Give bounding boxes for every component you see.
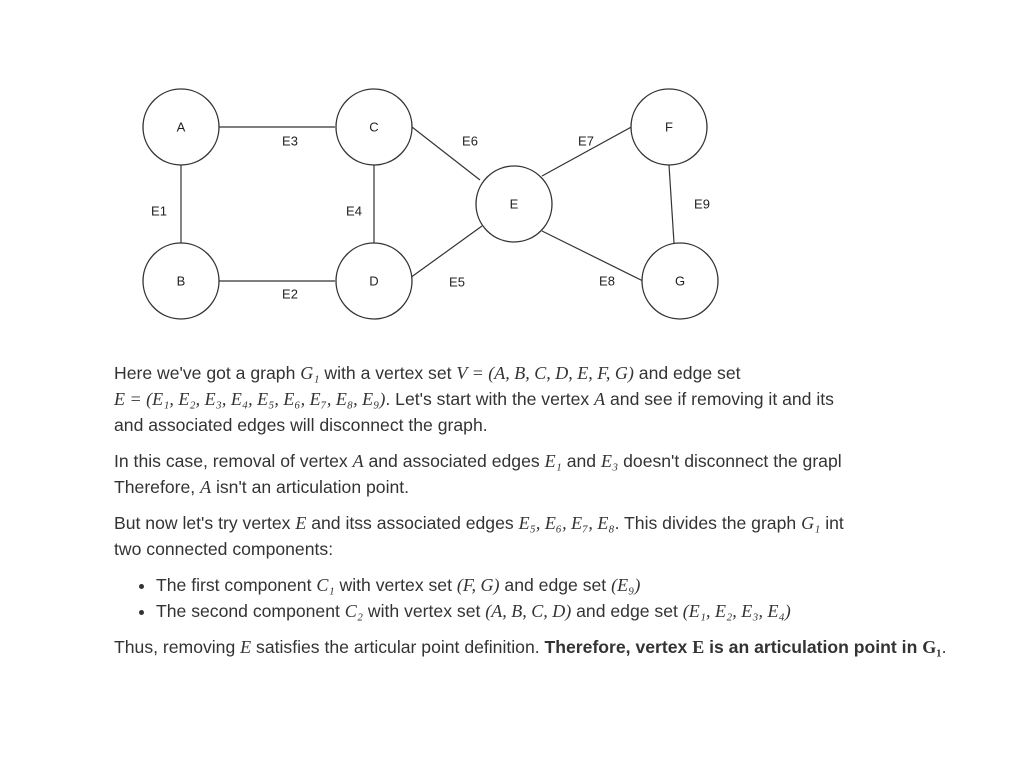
- edge-e4: [346, 165, 374, 243]
- edge-e9: [669, 165, 710, 243]
- edge-label-e9: E9: [694, 196, 710, 212]
- text-run: Thus, removing: [114, 637, 241, 657]
- text-run: The second component: [156, 601, 345, 621]
- math-vertex-set: V = (A, B, C, D, E, F, G): [456, 363, 634, 383]
- edge-e1: [151, 165, 181, 243]
- edge-e5: [410, 226, 482, 290]
- node-label-g: G: [674, 273, 686, 289]
- math-edge-set: (E₁, E₂, E₃, E₄): [682, 601, 791, 621]
- math-g1: G₁: [300, 363, 320, 383]
- text-run: doesn't disconnect the grapl: [618, 451, 842, 471]
- math-component-c2: C₂: [344, 601, 364, 621]
- math-edge-set: E = (E₁, E₂, E₃, E₄, E₅, E₆, E₇, E₈, E₉): [114, 389, 386, 409]
- edge-e3: [219, 127, 335, 149]
- node-label-c: C: [369, 119, 379, 135]
- text-run: and edge set: [499, 575, 612, 595]
- math-vertex-set: (F, G): [456, 575, 500, 595]
- text-run: and itss associated edges: [306, 513, 519, 533]
- text-run: with a vertex set: [319, 363, 457, 383]
- math-e1: E₁: [544, 451, 562, 471]
- edge-label-e3: E3: [282, 133, 298, 149]
- edge-label-e5: E5: [449, 274, 465, 290]
- math-vertex-e-bold: E: [692, 637, 705, 657]
- text-run: . This divides the graph: [614, 513, 802, 533]
- text-run: and associated edges: [363, 451, 545, 471]
- text-run: two connected components:: [114, 539, 334, 559]
- text-run: and see if removing it and its: [605, 389, 834, 409]
- text-run: . Let's start with the vertex: [385, 389, 595, 409]
- math-edge-set: (E₉): [611, 575, 641, 595]
- edge-e6: [412, 127, 480, 180]
- math-g1-bold: G₁: [922, 637, 942, 657]
- node-label-e: E: [509, 196, 519, 212]
- math-vertex-e: E: [295, 513, 307, 533]
- node-label-a: A: [176, 119, 186, 135]
- math-e3: E₃: [600, 451, 619, 471]
- node-d: [336, 243, 412, 319]
- edge-label-e4: E4: [346, 203, 362, 219]
- node-c: [336, 89, 412, 165]
- components-list: [114, 572, 960, 624]
- list-item: [156, 572, 960, 598]
- text-run: In this case, removal of vertex: [114, 451, 353, 471]
- node-label-b: B: [176, 273, 186, 289]
- paragraph-intro: [114, 360, 960, 438]
- edge-e7: [542, 125, 635, 176]
- text-run: The first component: [156, 575, 317, 595]
- math-vertex-e: E: [240, 637, 252, 657]
- text-run: satisfies the articular point definition.: [251, 637, 545, 657]
- text-run: Therefore,: [114, 477, 201, 497]
- math-edges-e5-e8: E₅, E₆, E₇, E₈: [518, 513, 615, 533]
- edge-label-e2: E2: [282, 286, 298, 302]
- text-run: Therefore, vertex: [544, 637, 693, 657]
- text-run: and: [561, 451, 601, 471]
- article-body: [114, 360, 960, 670]
- paragraph-conclusion: [114, 634, 960, 660]
- text-run: .: [941, 637, 947, 657]
- text-run: with vertex set: [363, 601, 486, 621]
- text-run: and edge set: [571, 601, 683, 621]
- math-vertex-set: (A, B, C, D): [485, 601, 572, 621]
- edge-label-e6: E6: [462, 133, 478, 149]
- node-f: [631, 89, 707, 165]
- math-g1: G₁: [801, 513, 821, 533]
- edge-e8: [542, 231, 643, 289]
- math-vertex-a: A: [352, 451, 364, 471]
- node-e: [476, 166, 552, 242]
- text-run: and associated edges will disconnect the graph.: [114, 415, 488, 435]
- text-run: Here we've got a graph: [114, 363, 301, 383]
- edge-label-e1: E1: [151, 203, 167, 219]
- text-run: int: [820, 513, 844, 533]
- paragraph-vertex-e: [114, 510, 960, 562]
- text-run: with vertex set: [334, 575, 457, 595]
- text-run: But now let's try vertex: [114, 513, 296, 533]
- node-label-f: F: [665, 119, 673, 135]
- text-run: is an articulation point in: [704, 637, 923, 657]
- paragraph-vertex-a: [114, 448, 960, 500]
- math-vertex-a: A: [200, 477, 212, 497]
- node-label-d: D: [369, 273, 379, 289]
- text-run: isn't an articulation point.: [211, 477, 410, 497]
- graph-diagram: [0, 0, 1024, 340]
- conclusion-bold: [545, 637, 942, 657]
- edge-e2: [219, 281, 335, 302]
- text-run: and edge set: [633, 363, 741, 383]
- math-vertex-a: A: [594, 389, 606, 409]
- math-component-c1: C₁: [316, 575, 335, 595]
- edge-label-e7: E7: [578, 133, 594, 149]
- node-g: [642, 243, 718, 319]
- edge-label-e8: E8: [599, 273, 615, 289]
- node-b: [143, 243, 219, 319]
- list-item: [156, 598, 960, 624]
- node-a: [143, 89, 219, 165]
